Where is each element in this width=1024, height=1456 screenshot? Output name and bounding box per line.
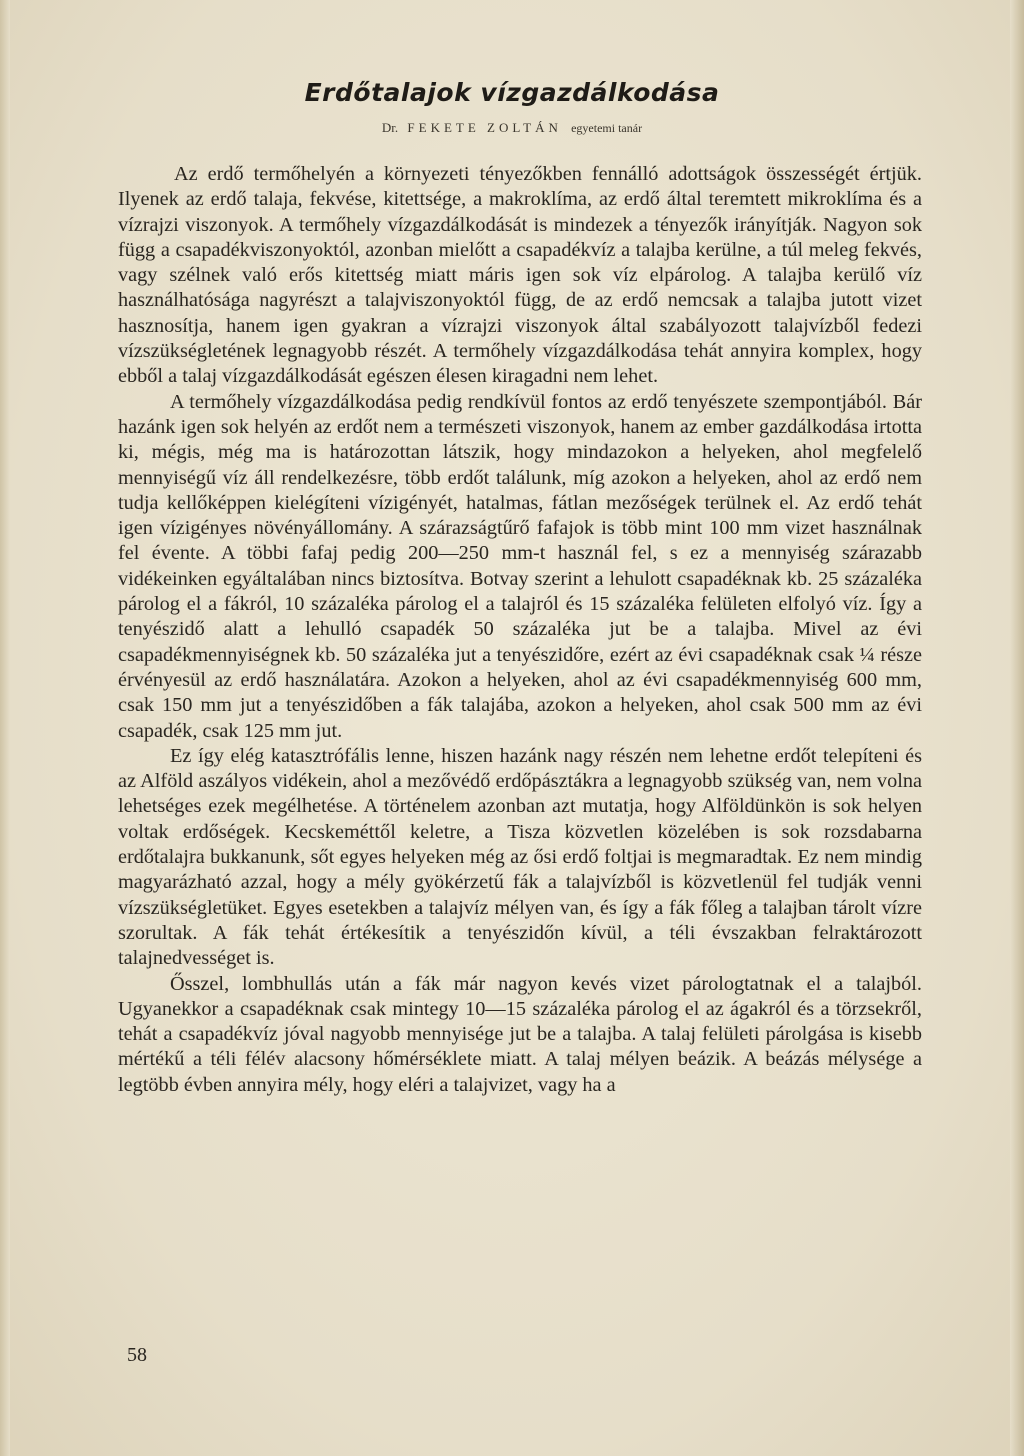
- author-prefix: Dr.: [381, 120, 399, 135]
- author-byline: [0, 120, 1024, 136]
- page-number: 58: [127, 1344, 147, 1366]
- page-edge-left: [0, 0, 10, 1456]
- paragraph-1: Az erdő termőhelyén a környezeti tényezőkben fennálló adottságok összességét értjük. Ilyenek az erdő talaja, fekvése, kitettsége, a makroklíma, az erdő által teremtett mikroklíma és a vízrajzi viszonyok. A termőhely vízgazdálkodását is mindezek a tényezők irányítják. Nagyon sok függ a csapadékviszonyoktól, azonban mielőtt a csapadékvíz a talajba kerülne, a túl meleg fekvés, vagy szélnek való erős kitettség miatt máris igen sok víz elpárolog. A talajba kerülő víz használhatósága nagyrészt a talajviszonyoktól függ, de az erdő nemcsak a talajba jutott vizet hasznosítja, hanem igen gyakran a vízrajzi viszonyok által szabályozott talajvízből fedezi vízszükségletének legnagyobb részét. A termőhely vízgazdálkodása tehát annyira komplex, hogy ebből a talaj vízgazdálkodását egészen élesen kiragadni nem lehet.: [118, 163, 922, 388]
- article-title: Erdőtalajok vízgazdálkodása: [304, 78, 720, 107]
- article-body: [118, 162, 922, 1098]
- author-name: FEKETE ZOLTÁN: [407, 120, 562, 135]
- page-edge-right: [1010, 0, 1024, 1456]
- paragraph-3: Ez így elég katasztrófális lenne, hiszen hazánk nagy részén nem lehetne erdőt telepíteni és az Alföld aszályos vidékein, ahol a mezővédő erdőpásztákra a legnagyobb szükség van, nem volna lehetséges ezek megélhetése. A történelem azonban azt mutatja, hogy Alföldünkön is sok helyen voltak erdőségek. Kecskeméttől keletre, a Tisza közvetlen közelében is sok rozsdabarna erdőtalajra bukkanunk, sőt egyes helyeken még az ősi erdő foltjai is megmaradtak. Ez nem mindig magyarázható azzal, hogy a mély gyökérzetű fák a talajvízből is közvetlenül fel tudják venni vízszükségletüket. Egyes esetekben a talajvíz mélyen van, és így a fák főleg a talajban tárolt vízre szorultak. A fák tehát értékesítik a tenyészidőn kívül, a téli évszakban felraktározott talajnedvességet is.: [118, 744, 922, 970]
- paragraph-2: A termőhely vízgazdálkodása pedig rendkívül fontos az erdő tenyészete szempontjából. Bár hazánk igen sok helyén az erdőt nem a természeti viszonyok, hanem az ember gazdálkodása irtotta ki, mégis, még ma is határozottan látszik, hogy mindazokon a helyeken, ahol megfelelő mennyiségű víz áll rendelkezésre, több erdőt találunk, míg azokon a helyeken, ahol az erdő nem tudja kellőképpen kielégíteni vízigényét, hatalmas, fátlan mezőségek terülnek el. Az erdő tehát igen vízigényes növényállomány. A szárazságtűrő fafajok is több mint 100 mm vizet használnak fel évente. A többi fafaj pedig 200—250 mm-t használ fel, s ez a mennyiség szárazabb vidékeinken egyáltalában nincs biztosítva. Botvay szerint a lehulott csapadéknak kb. 25 százaléka párolog el a fákról, 10 százaléka párolog el a talajról és 15 százaléka felületen elfolyó víz. Így a tenyészidő alatt a lehulló csapadék 50 százaléka jut be a talajba. Mivel az évi csapadékmennyiségnek kb. 50 százaléka jut a tenyészidőre, ezért az évi csapadéknak csak ¼ része érvényesül az erdő használatára. Azokon a helyeken, ahol az évi csapadékmennyiség 600 mm, csak 150 mm jut a tenyészidőben a fák talajába, azokon a helyeken, ahol csak 500 mm az évi csapadék, csak 125 mm jut.: [118, 390, 922, 742]
- author-role: egyetemi tanár: [571, 121, 643, 135]
- paragraph-4: Ősszel, lombhullás után a fák már nagyon kevés vizet párologtatnak el a talajból. Ugyanekkor a csapadéknak csak mintegy 10—15 százaléka párolog el az ágakról és a törzsekről, tehát a csapadékvíz jóval nagyobb mennyisége jut be a talajba. A talaj felületi párolgása is kisebb mértékű a téli félév alacsony hőmérséklete miatt. A talaj mélyen beázik. A beázás mélysége a legtöbb évben annyira mély, hogy eléri a talajvizet, vagy ha a: [118, 972, 922, 1096]
